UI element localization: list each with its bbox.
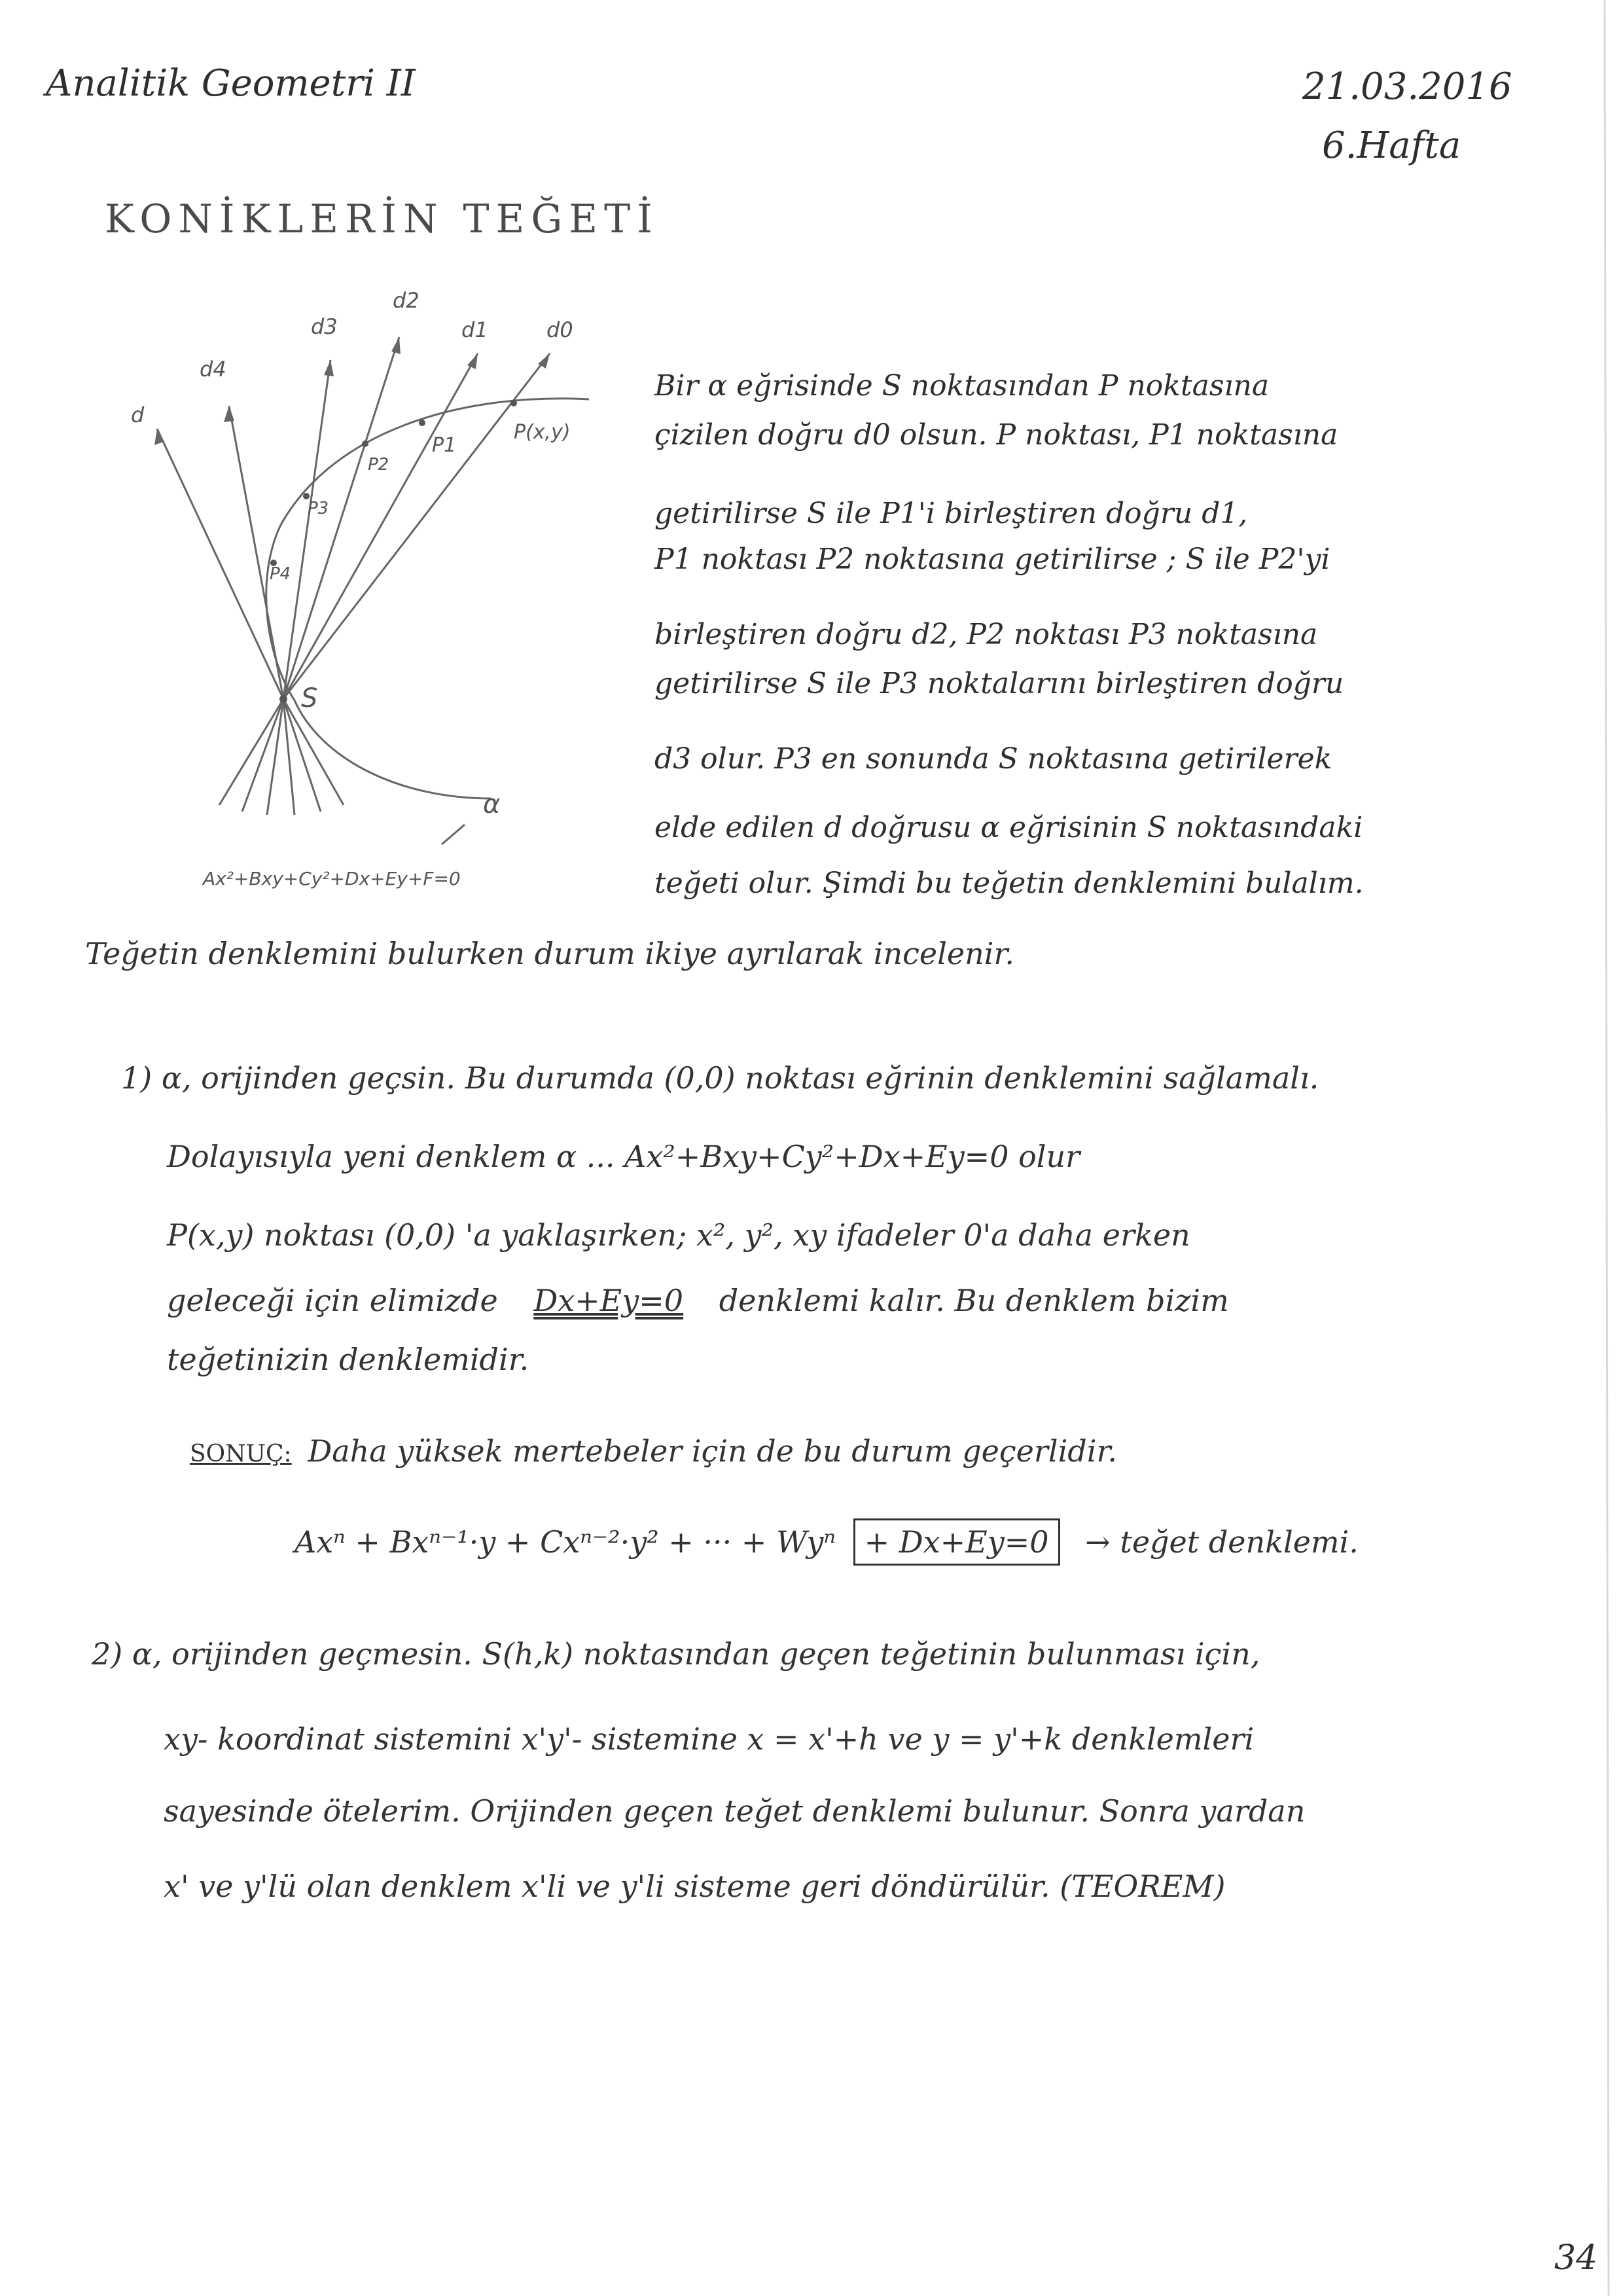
case2-line-3: sayesinde ötelerim. Orijinden geçen teğet denklemi bulunur. Sonra yardan (164, 1793, 1306, 1829)
label-d4: d4 (200, 357, 226, 382)
formula-left: Axⁿ + Bxⁿ⁻¹·y + Cxⁿ⁻²·y² + ··· + Wyⁿ (294, 1524, 836, 1560)
intro-line-9: teğeti olur. Şimdi bu teğetin denklemini bulalım. (654, 867, 1364, 900)
intro-line-7: d3 olur. P3 en sonunda S noktasına getirilerek (654, 742, 1332, 776)
case2-line-1: 2) α, orijinden geçmesin. S(h,k) noktasından geçen teğetinin bulunması için, (92, 1636, 1260, 1672)
intro-line-3: getirilirse S ile P1'i birleştiren doğru d1, (654, 497, 1248, 530)
label-p3: P3 (308, 499, 329, 518)
point-p2 (362, 440, 368, 447)
line-d (157, 429, 283, 699)
label-p4: P4 (270, 564, 291, 584)
date: 21.03.2016 (1302, 65, 1512, 108)
page-number: 34 (1554, 2238, 1598, 2278)
curve-equation: Ax²+Bxy+Cy²+Dx+Ey+F=0 (203, 868, 461, 889)
point-p (510, 400, 517, 406)
tangent-equation-underlined: Dx+Ey=0 (533, 1283, 684, 1318)
point-s (279, 695, 287, 703)
label-d: d (131, 403, 145, 427)
line-d4 (229, 406, 283, 699)
intro-line-4: P1 noktası P2 noktasına getirilirse ; S ile P2'yi (654, 543, 1330, 576)
result-formula (294, 1518, 1359, 1566)
label-d0: d0 (546, 317, 573, 342)
line-d1 (283, 353, 478, 699)
formula-right: → teğet denklemi. (1085, 1524, 1359, 1560)
intro-continuation: Teğetin denklemini bulurken durum ikiye ayrılarak incelenir. (85, 936, 1014, 971)
result-line (190, 1433, 1117, 1469)
case2-line-2: xy- koordinat sistemini x'y'- sistemine x = x'+h ve y = y'+k denklemleri (164, 1721, 1255, 1757)
ext-3 (267, 699, 283, 815)
case2-line-4: x' ve y'lü olan denklem x'li ve y'li sisteme geri döndürülür. (TEOREM) (164, 1869, 1226, 1904)
case1-line-3: P(x,y) noktası (0,0) 'a yaklaşırken; x², y², xy ifadeler 0'a daha erken (167, 1217, 1190, 1253)
case1-line-1: 1) α, orijinden geçsin. Bu durumda (0,0) noktası eğrinin denklemini sağlamalı. (121, 1060, 1319, 1096)
case1-line-2: Dolayısıyla yeni denklem α ... Ax²+Bxy+Cy²+Dx+Ey=0 olur (167, 1139, 1080, 1174)
week-label: 6.Hafta (1322, 124, 1461, 167)
label-d2: d2 (393, 288, 419, 313)
label-p: P(x,y) (514, 421, 571, 444)
intro-line-6: getirilirse S ile P3 noktalarını birleştiren doğru (654, 667, 1344, 700)
label-d3: d3 (311, 314, 338, 339)
result-label: SONUÇ: (190, 1441, 292, 1467)
line-d2 (283, 337, 399, 699)
formula-boxed: + Dx+Ey=0 (853, 1518, 1060, 1566)
label-s: S (301, 683, 318, 713)
result-text: Daha yüksek mertebeler için de bu durum geçerlidir. (308, 1433, 1118, 1469)
intro-line-1: Bir α eğrisinde S noktasından P noktasına (654, 369, 1270, 403)
tangent-figure (98, 288, 635, 916)
page-title: KONİKLERİN TEĞETİ (105, 196, 659, 242)
intro-line-5: birleştiren doğru d2, P2 noktası P3 noktasına (654, 618, 1318, 651)
case1-line-4 (167, 1283, 1229, 1318)
label-d1: d1 (461, 317, 488, 342)
course-title: Analitik Geometri II (46, 62, 416, 105)
label-p1: P1 (432, 434, 457, 457)
label-p2: P2 (368, 455, 389, 475)
case1-line-4-tail: denklemi kalır. Bu denklem bizim (719, 1283, 1229, 1318)
point-p1 (419, 420, 425, 426)
case1-line-6: teğetinizin denklemidir. (167, 1342, 529, 1377)
intro-line-8: elde edilen d doğrusu α eğrisinin S noktasındaki (654, 811, 1363, 844)
intro-line-2: çizilen doğru d0 olsun. P noktası, P1 noktasına (654, 418, 1338, 452)
case1-line-4-text: geleceği için elimizde (167, 1283, 498, 1318)
label-alpha: α (483, 789, 501, 819)
alpha-arrow (442, 825, 465, 844)
